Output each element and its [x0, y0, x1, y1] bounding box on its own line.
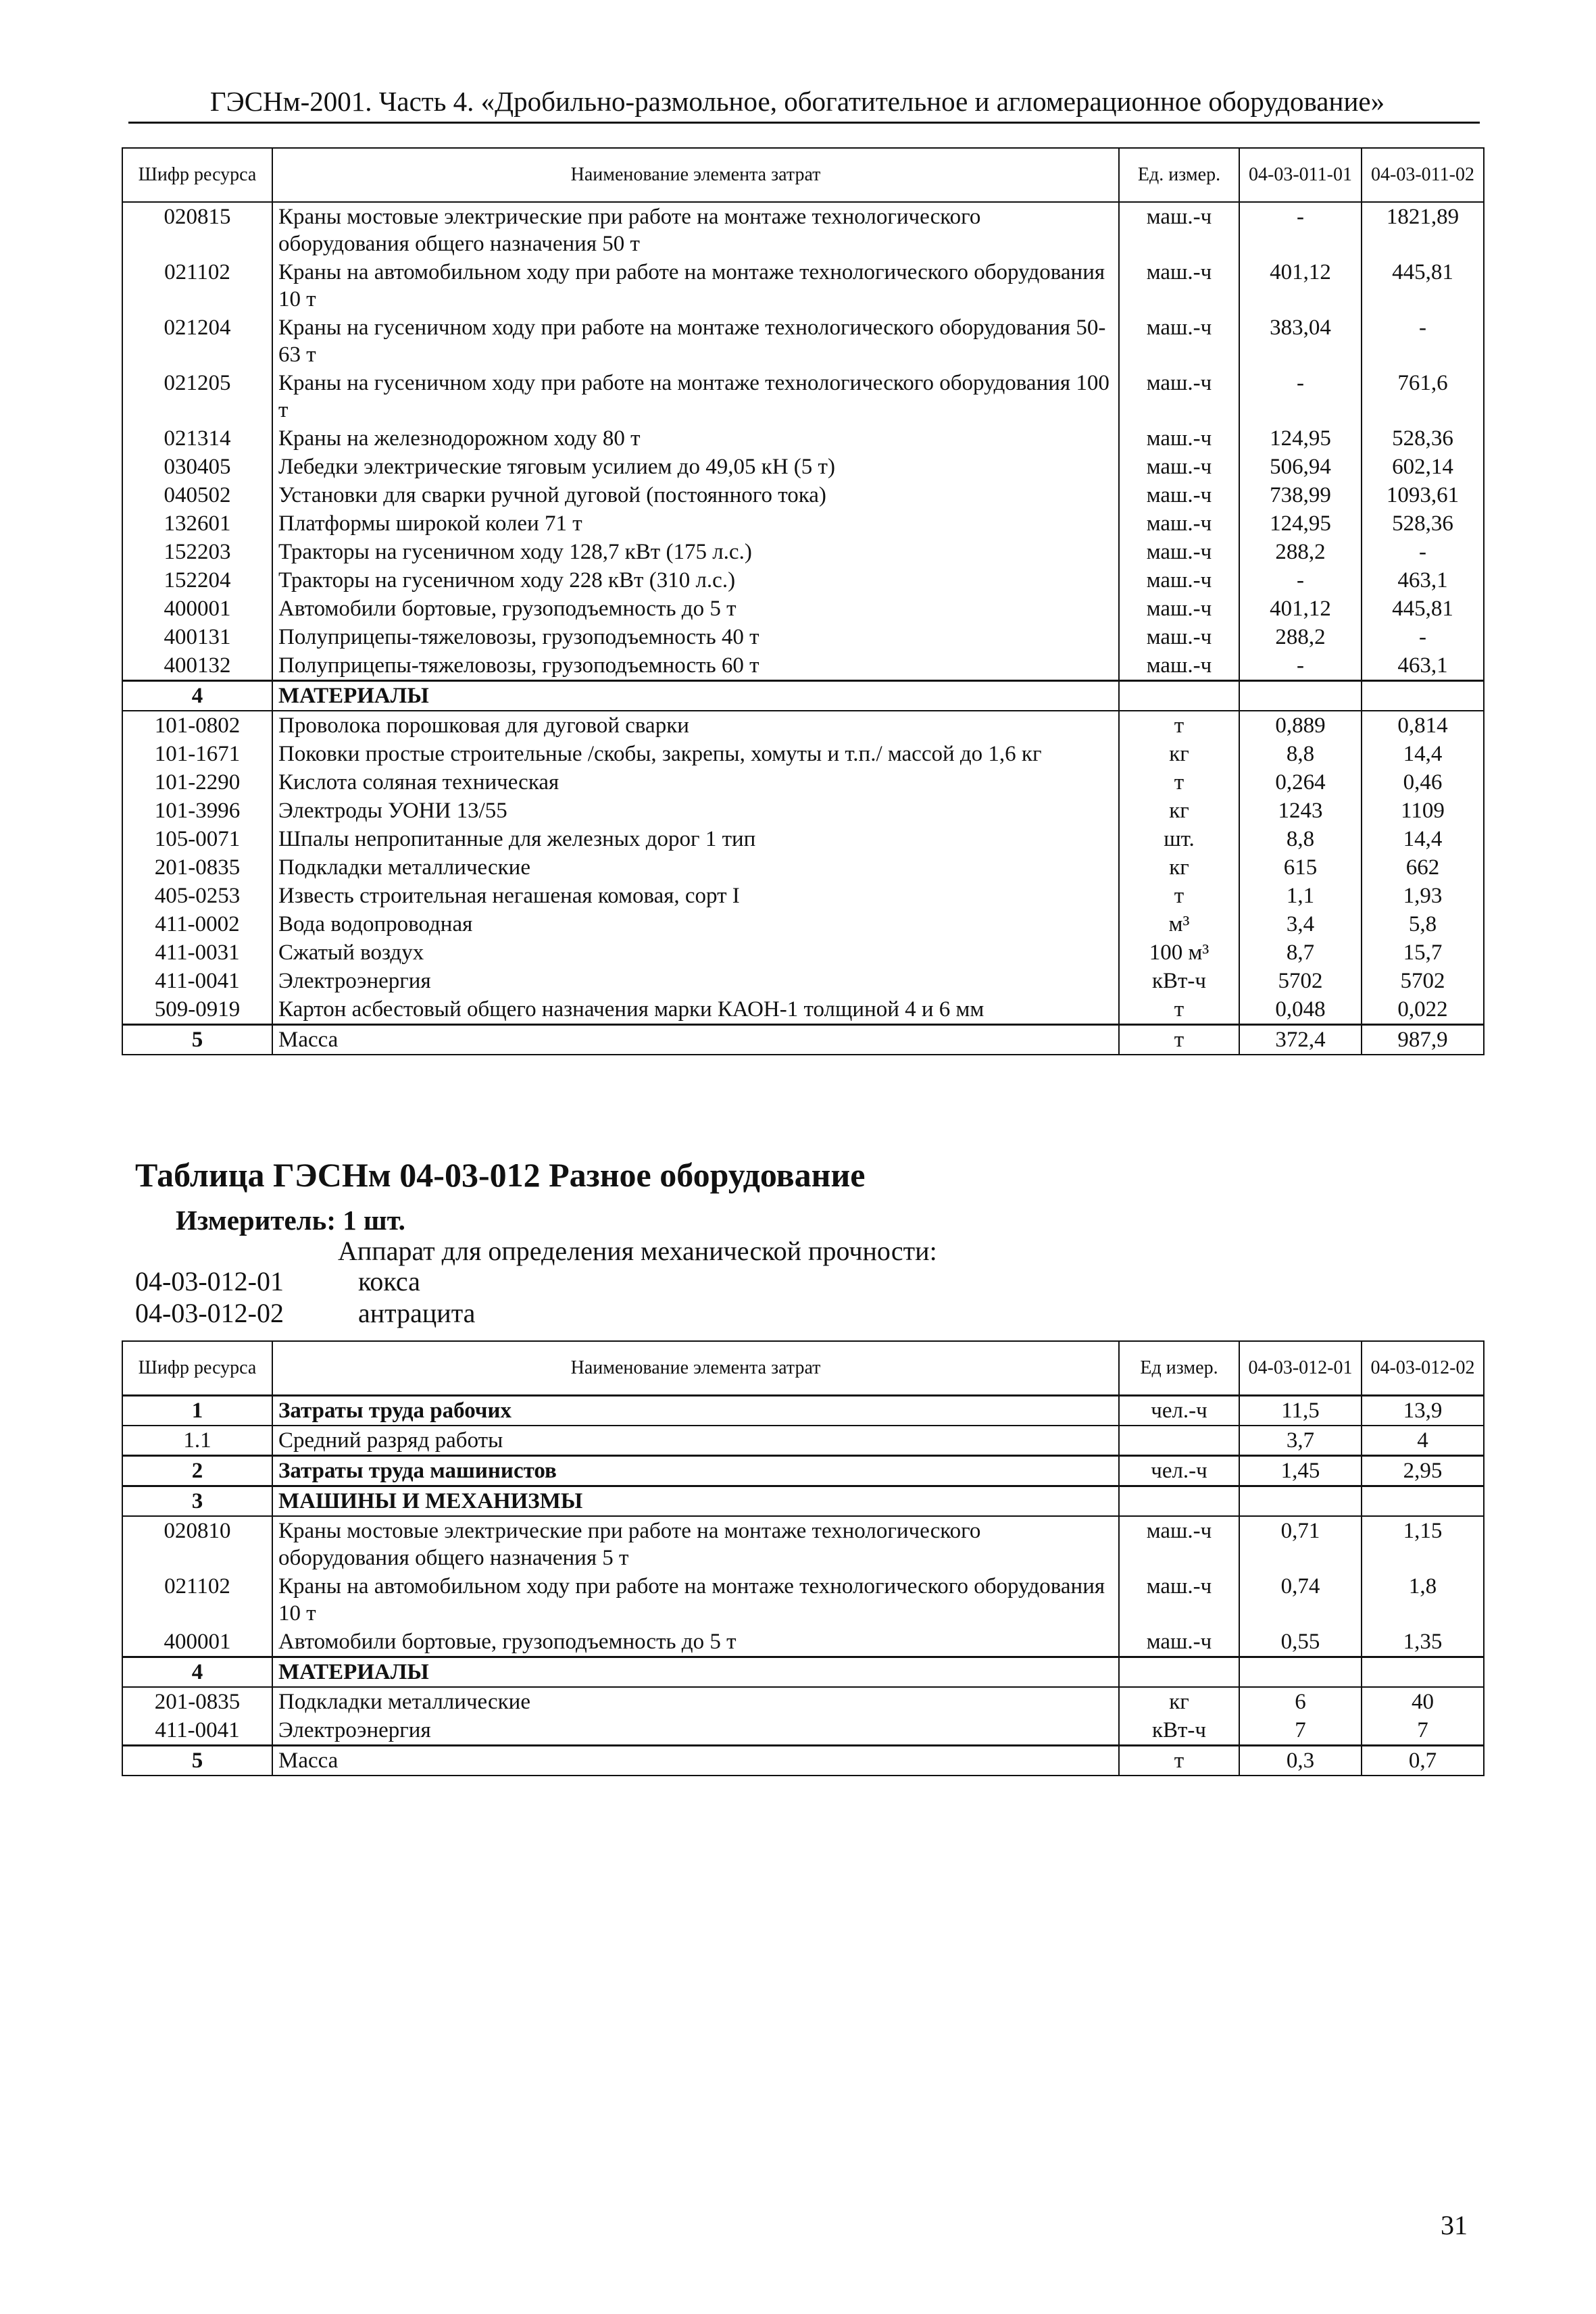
row-value-1: 0,55	[1239, 1628, 1362, 1657]
row-value-2: 1,93	[1362, 882, 1484, 910]
row-name: Известь строительная негашеная комовая, сорт I	[272, 882, 1119, 910]
col-header-012-02: 04-03-012-02	[1362, 1341, 1484, 1395]
row-code: 101-3996	[122, 797, 272, 825]
row-unit: шт.	[1119, 825, 1239, 853]
row-name: Тракторы на гусеничном ходу 228 кВт (310 л.с.)	[272, 566, 1119, 595]
row-unit: чел.-ч	[1119, 1455, 1239, 1486]
table-row	[122, 910, 1484, 938]
mass-value-2: 987,9	[1362, 1025, 1484, 1055]
measure-unit: Измеритель: 1 шт.	[176, 1205, 405, 1236]
row-value-2: 5702	[1362, 967, 1484, 995]
row-unit: кг	[1119, 797, 1239, 825]
norm-code-row-2	[135, 1297, 475, 1329]
row-value-2: 1109	[1362, 797, 1484, 825]
row-name: Электроэнергия	[272, 1716, 1119, 1746]
table-row	[122, 623, 1484, 651]
row-value-1: 288,2	[1239, 623, 1362, 651]
table-row	[122, 509, 1484, 538]
mass-unit: т	[1119, 1745, 1239, 1776]
row-name: Автомобили бортовые, грузоподъемность до 5 т	[272, 1628, 1119, 1657]
row-value-2: 14,4	[1362, 825, 1484, 853]
row-unit: кг	[1119, 740, 1239, 768]
row-code: 021102	[122, 1572, 272, 1628]
row-unit: маш.-ч	[1119, 258, 1239, 313]
page-header-title: ГЭСНм-2001. Часть 4. «Дробильно-размольное, обогатительное и агломерационное оборудование»	[209, 86, 1385, 117]
table-header-row	[122, 1341, 1484, 1395]
section-row-materials	[122, 681, 1484, 711]
row-code: 020815	[122, 202, 272, 258]
row-code: 021204	[122, 313, 272, 369]
row-name: Краны на гусеничном ходу при работе на монтаже технологического оборудования 100 т	[272, 369, 1119, 424]
row-value-1: 506,94	[1239, 453, 1362, 481]
section-title: МАТЕРИАЛЫ	[272, 681, 1119, 711]
row-unit: маш.-ч	[1119, 566, 1239, 595]
row-value-1: 8,8	[1239, 740, 1362, 768]
table-row	[122, 313, 1484, 369]
materials-rows	[122, 711, 1484, 1025]
row-code: 411-0002	[122, 910, 272, 938]
row-unit: т	[1119, 768, 1239, 797]
mass-label: Масса	[272, 1025, 1119, 1055]
row-code: 021314	[122, 424, 272, 453]
row-value-2: 14,4	[1362, 740, 1484, 768]
table-row	[122, 1628, 1484, 1657]
row-value-1: 8,8	[1239, 825, 1362, 853]
row-value-2: 761,6	[1362, 369, 1484, 424]
row-code: 405-0253	[122, 882, 272, 910]
table-row	[122, 651, 1484, 681]
row-value-2: 40	[1362, 1687, 1484, 1716]
row-value-1: 401,12	[1239, 595, 1362, 623]
row-unit: т	[1119, 995, 1239, 1025]
resource-table-012	[122, 1340, 1485, 1776]
col-header-011-01: 04-03-011-01	[1239, 148, 1362, 202]
labor-operators-row	[122, 1455, 1484, 1486]
row-code: 101-1671	[122, 740, 272, 768]
row-value-1: 401,12	[1239, 258, 1362, 313]
apparatus-description: Аппарат для определения механической прочности:	[338, 1236, 937, 1266]
section-row-machines	[122, 1486, 1484, 1516]
row-code: 201-0835	[122, 853, 272, 882]
row-unit	[1119, 1426, 1239, 1456]
row-name: Платформы широкой колеи 71 т	[272, 509, 1119, 538]
table-title-012: Таблица ГЭСНм 04-03-012 Разное оборудование	[135, 1156, 866, 1194]
row-unit: маш.-ч	[1119, 595, 1239, 623]
row-value-2: -	[1362, 313, 1484, 369]
row-value-2: 1,15	[1362, 1516, 1484, 1572]
materials-rows	[122, 1687, 1484, 1746]
table-row	[122, 825, 1484, 853]
row-code: 152204	[122, 566, 272, 595]
row-value-1: 0,889	[1239, 711, 1362, 740]
col-header-code: Шифр ресурса	[122, 148, 272, 202]
machines-rows	[122, 202, 1484, 681]
row-unit: чел.-ч	[1119, 1395, 1239, 1426]
row-value-2: 1821,89	[1362, 202, 1484, 258]
row-code: 400132	[122, 651, 272, 681]
row-value-1: 615	[1239, 853, 1362, 882]
row-unit: маш.-ч	[1119, 313, 1239, 369]
row-value-1: -	[1239, 566, 1362, 595]
col-header-name: Наименование элемента затрат	[272, 1341, 1119, 1395]
row-value-1: 8,7	[1239, 938, 1362, 967]
row-value-2: -	[1362, 538, 1484, 566]
row-code: 411-0041	[122, 1716, 272, 1746]
table-row	[122, 797, 1484, 825]
row-value-2: 13,9	[1362, 1395, 1484, 1426]
row-code: 021102	[122, 258, 272, 313]
table-row	[122, 566, 1484, 595]
row-value-2: 1093,61	[1362, 481, 1484, 509]
row-value-2: 445,81	[1362, 258, 1484, 313]
col-header-011-02: 04-03-011-02	[1362, 148, 1484, 202]
row-unit: маш.-ч	[1119, 623, 1239, 651]
row-name: Сжатый воздух	[272, 938, 1119, 967]
row-name: Кислота соляная техническая	[272, 768, 1119, 797]
table-row	[122, 1716, 1484, 1746]
row-value-2: 528,36	[1362, 424, 1484, 453]
table-row	[122, 995, 1484, 1025]
table-row	[122, 1572, 1484, 1628]
col-header-unit: Ед измер.	[1119, 1341, 1239, 1395]
row-value-2: 602,14	[1362, 453, 1484, 481]
table-row	[122, 595, 1484, 623]
row-name: Автомобили бортовые, грузоподъемность до 5 т	[272, 595, 1119, 623]
row-value-2: 463,1	[1362, 566, 1484, 595]
row-value-2: 0,022	[1362, 995, 1484, 1025]
section-title: МАТЕРИАЛЫ	[272, 1657, 1119, 1687]
table-row	[122, 967, 1484, 995]
row-value-2: 4	[1362, 1426, 1484, 1456]
row-name: Поковки простые строительные /скобы, закрепы, хомуты и т.п./ массой до 1,6 кг	[272, 740, 1119, 768]
row-name: Полуприцепы-тяжеловозы, грузоподъемность 60 т	[272, 651, 1119, 681]
row-unit: 100 м³	[1119, 938, 1239, 967]
row-name: Электроды УОНИ 13/55	[272, 797, 1119, 825]
row-code: 101-2290	[122, 768, 272, 797]
row-value-2: 5,8	[1362, 910, 1484, 938]
row-code: 400001	[122, 1628, 272, 1657]
section-title: МАШИНЫ И МЕХАНИЗМЫ	[272, 1486, 1119, 1516]
row-value-2: 15,7	[1362, 938, 1484, 967]
table-row	[122, 258, 1484, 313]
row-unit: т	[1119, 711, 1239, 740]
row-name: Средний разряд работы	[272, 1426, 1119, 1456]
table-row	[122, 938, 1484, 967]
row-value-2: 2,95	[1362, 1455, 1484, 1486]
col-header-012-01: 04-03-012-01	[1239, 1341, 1362, 1395]
row-name: Проволока порошковая для дуговой сварки	[272, 711, 1119, 740]
row-code: 1.1	[122, 1426, 272, 1456]
row-code: 152203	[122, 538, 272, 566]
table-row	[122, 740, 1484, 768]
row-name: Краны мостовые электрические при работе на монтаже технологического оборудования общего назначения 5 т	[272, 1516, 1119, 1572]
row-value-1: -	[1239, 202, 1362, 258]
mass-label: Масса	[272, 1745, 1119, 1776]
row-value-1: -	[1239, 369, 1362, 424]
row-value-1: 383,04	[1239, 313, 1362, 369]
section-code: 3	[122, 1486, 272, 1516]
row-code: 400001	[122, 595, 272, 623]
row-unit: маш.-ч	[1119, 481, 1239, 509]
row-name: Картон асбестовый общего назначения марки КАОН-1 толщиной 4 и 6 мм	[272, 995, 1119, 1025]
labor-workers-row	[122, 1395, 1484, 1426]
row-value-2: 463,1	[1362, 651, 1484, 681]
row-name: Электроэнергия	[272, 967, 1119, 995]
mass-code: 5	[122, 1025, 272, 1055]
row-value-1: 124,95	[1239, 424, 1362, 453]
norm-code: 04-03-012-02	[135, 1298, 284, 1328]
row-value-2: 7	[1362, 1716, 1484, 1746]
row-value-2: 0,46	[1362, 768, 1484, 797]
row-code: 400131	[122, 623, 272, 651]
row-name: Краны на автомобильном ходу при работе на монтаже технологического оборудования 10 т	[272, 1572, 1119, 1628]
resource-table-011	[122, 147, 1485, 1055]
row-code: 1	[122, 1395, 272, 1426]
row-value-2: 528,36	[1362, 509, 1484, 538]
row-code: 021205	[122, 369, 272, 424]
row-code: 2	[122, 1455, 272, 1486]
row-value-2: 445,81	[1362, 595, 1484, 623]
mass-row	[122, 1025, 1484, 1055]
mass-value-1: 372,4	[1239, 1025, 1362, 1055]
row-value-1: 11,5	[1239, 1395, 1362, 1426]
mass-unit: т	[1119, 1025, 1239, 1055]
row-value-1: 0,048	[1239, 995, 1362, 1025]
row-name: Краны на гусеничном ходу при работе на монтаже технологического оборудования 50-63 т	[272, 313, 1119, 369]
row-unit: маш.-ч	[1119, 424, 1239, 453]
row-code: 411-0041	[122, 967, 272, 995]
row-name: Установки для сварки ручной дуговой (постоянного тока)	[272, 481, 1119, 509]
row-unit: кВт-ч	[1119, 967, 1239, 995]
row-unit: м³	[1119, 910, 1239, 938]
row-unit: маш.-ч	[1119, 453, 1239, 481]
header-divider	[128, 122, 1480, 124]
row-name: Краны на железнодорожном ходу 80 т	[272, 424, 1119, 453]
mass-value-1: 0,3	[1239, 1745, 1362, 1776]
row-unit: маш.-ч	[1119, 509, 1239, 538]
row-code: 201-0835	[122, 1687, 272, 1716]
table-row	[122, 453, 1484, 481]
row-name: Тракторы на гусеничном ходу 128,7 кВт (175 л.с.)	[272, 538, 1119, 566]
table-row	[122, 768, 1484, 797]
row-value-1: -	[1239, 651, 1362, 681]
row-value-1: 1243	[1239, 797, 1362, 825]
row-name: Затраты труда рабочих	[272, 1395, 1119, 1426]
row-unit: маш.-ч	[1119, 369, 1239, 424]
row-value-1: 0,264	[1239, 768, 1362, 797]
col-header-unit: Ед. измер.	[1119, 148, 1239, 202]
row-unit: кг	[1119, 1687, 1239, 1716]
table-row	[122, 202, 1484, 258]
row-unit: маш.-ч	[1119, 1572, 1239, 1628]
row-value-1: 3,7	[1239, 1426, 1362, 1456]
table-row	[122, 424, 1484, 453]
row-code: 040502	[122, 481, 272, 509]
row-value-1: 7	[1239, 1716, 1362, 1746]
row-name: Полуприцепы-тяжеловозы, грузоподъемность 40 т	[272, 623, 1119, 651]
row-value-1: 124,95	[1239, 509, 1362, 538]
row-code: 101-0802	[122, 711, 272, 740]
row-value-1: 738,99	[1239, 481, 1362, 509]
row-name: Затраты труда машинистов	[272, 1455, 1119, 1486]
mass-row	[122, 1745, 1484, 1776]
mass-value-2: 0,7	[1362, 1745, 1484, 1776]
row-name: Подкладки металлические	[272, 1687, 1119, 1716]
row-code: 411-0031	[122, 938, 272, 967]
row-name: Краны мостовые электрические при работе на монтаже технологического оборудования общего назначения 50 т	[272, 202, 1119, 258]
row-unit: маш.-ч	[1119, 202, 1239, 258]
norm-code-row-1	[135, 1265, 420, 1297]
row-value-1: 6	[1239, 1687, 1362, 1716]
row-name: Шпалы непропитанные для железных дорог 1 тип	[272, 825, 1119, 853]
row-value-2: 0,814	[1362, 711, 1484, 740]
row-unit: т	[1119, 882, 1239, 910]
machines-rows	[122, 1516, 1484, 1657]
table-row	[122, 481, 1484, 509]
row-name: Лебедки электрические тяговым усилием до 49,05 кН (5 т)	[272, 453, 1119, 481]
row-unit: маш.-ч	[1119, 538, 1239, 566]
page-number: 31	[1441, 2210, 1468, 2240]
mass-code: 5	[122, 1745, 272, 1776]
row-name: Подкладки металлические	[272, 853, 1119, 882]
row-value-1: 3,4	[1239, 910, 1362, 938]
avg-grade-row	[122, 1426, 1484, 1456]
row-value-1: 5702	[1239, 967, 1362, 995]
row-code: 105-0071	[122, 825, 272, 853]
row-name: Краны на автомобильном ходу при работе на монтаже технологического оборудования 10 т	[272, 258, 1119, 313]
row-value-2: 1,35	[1362, 1628, 1484, 1657]
col-header-name: Наименование элемента затрат	[272, 148, 1119, 202]
row-value-1: 0,71	[1239, 1516, 1362, 1572]
table-row	[122, 1516, 1484, 1572]
norm-code: 04-03-012-01	[135, 1266, 284, 1297]
section-code: 4	[122, 681, 272, 711]
row-unit: маш.-ч	[1119, 1516, 1239, 1572]
row-code: 132601	[122, 509, 272, 538]
table-row	[122, 538, 1484, 566]
table-row	[122, 711, 1484, 740]
row-value-1: 1,1	[1239, 882, 1362, 910]
row-value-2: 662	[1362, 853, 1484, 882]
row-code: 509-0919	[122, 995, 272, 1025]
row-name: Вода водопроводная	[272, 910, 1119, 938]
row-unit: маш.-ч	[1119, 1628, 1239, 1657]
table-row	[122, 882, 1484, 910]
row-value-1: 0,74	[1239, 1572, 1362, 1628]
row-unit: маш.-ч	[1119, 651, 1239, 681]
row-value-1: 288,2	[1239, 538, 1362, 566]
table-row	[122, 369, 1484, 424]
col-header-code: Шифр ресурса	[122, 1341, 272, 1395]
row-unit: кВт-ч	[1119, 1716, 1239, 1746]
row-unit: кг	[1119, 853, 1239, 882]
row-value-1: 1,45	[1239, 1455, 1362, 1486]
row-code: 030405	[122, 453, 272, 481]
section-code: 4	[122, 1657, 272, 1687]
norm-label: антрацита	[358, 1298, 476, 1328]
table-row	[122, 853, 1484, 882]
section-row-materials	[122, 1657, 1484, 1687]
row-value-2: 1,8	[1362, 1572, 1484, 1628]
table-row	[122, 1687, 1484, 1716]
row-value-2: -	[1362, 623, 1484, 651]
norm-label: кокса	[358, 1266, 420, 1297]
row-code: 020810	[122, 1516, 272, 1572]
table-header-row	[122, 148, 1484, 202]
